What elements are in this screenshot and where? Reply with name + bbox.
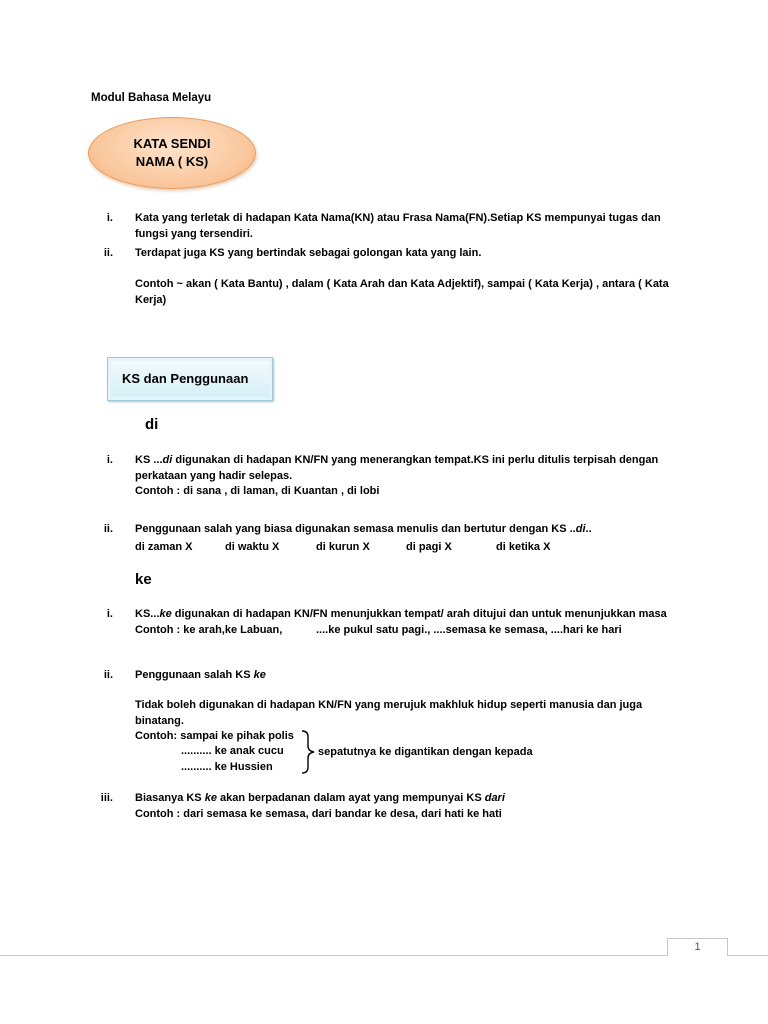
wrong-usage-item: di pagi X (406, 541, 452, 553)
text-line: Tidak boleh digunakan di hadapan KN/FN yang merujuk makhluk hidup seperti manusia dan juga (135, 699, 643, 711)
example-line: Contoh: sampai ke pihak polis (135, 730, 294, 742)
list-item (135, 791, 695, 822)
title-oval (88, 117, 256, 189)
example-line: .......... ke anak cucu (181, 745, 284, 757)
wrong-usage-item: di zaman X (135, 541, 193, 553)
title-line-2: NAMA ( KS) (135, 154, 209, 169)
text-line: Kerja) (135, 293, 167, 306)
text-line: KS...ke digunakan di hadapan KN/FN menunjukkan tempat/ arah ditujui dan untuk menunjukkan masa (135, 608, 667, 620)
example-line: .......... ke Hussien (181, 761, 273, 773)
list-numeral: i. (106, 454, 113, 466)
text-line: Contoh ~ akan ( Kata Bantu) , dalam ( Kata Arah dan Kata Adjektif), sampai ( Kata Kerja) , antara ( Kata (135, 278, 669, 290)
usage-heading-box (107, 357, 273, 401)
curly-brace-icon (298, 729, 318, 775)
section-heading-di: di (145, 416, 159, 433)
wrong-usage-item: di ketika X (496, 541, 551, 553)
footer-divider (0, 955, 768, 956)
section-heading-ke: ke (135, 571, 152, 588)
page-number: 1 (667, 938, 728, 956)
list-numeral: ii. (103, 523, 113, 535)
text-line: Contoh : ke arah,ke Labuan, ....ke pukul satu pagi., ....semasa ke semasa, ....hari ke hari (135, 623, 622, 636)
text-line: binatang. (135, 714, 184, 727)
list-numeral: ii. (103, 247, 113, 259)
list-item (135, 522, 695, 538)
list-item-title: Penggunaan salah KS ke (135, 669, 266, 681)
text-line: Biasanya KS ke akan berpadanan dalam ayat yang mempunyai KS dari (135, 792, 505, 804)
text-line: Contoh : dari semasa ke semasa, dari bandar ke desa, dari hati ke hati (135, 807, 502, 820)
text-line: KS ...di digunakan di hadapan KN/FN yang menerangkan tempat.KS ini perlu ditulis terpisah dengan (135, 454, 659, 466)
intro-example (135, 277, 695, 308)
text-line: fungsi yang tersendiri. (135, 227, 253, 240)
text-line: perkataan yang hadir selepas. (135, 469, 293, 482)
list-item (135, 453, 695, 500)
list-item (135, 607, 695, 638)
list-numeral: i. (106, 608, 113, 620)
list-numeral: iii. (100, 792, 113, 804)
list-numeral: i. (106, 212, 113, 224)
text-line: Kata yang terletak di hadapan Kata Nama(KN) atau Frasa Nama(FN).Setiap KS mempunyai tugas dan (135, 212, 661, 224)
list-numeral: ii. (103, 669, 113, 681)
list-item-description (135, 698, 695, 729)
usage-heading-label: KS dan Penggunaan (122, 371, 249, 387)
list-item (135, 211, 695, 242)
text-line: Penggunaan salah yang biasa digunakan semasa menulis dan bertutur dengan KS ..di.. (135, 523, 592, 535)
text-line: Contoh : di sana , di laman, di Kuantan , di lobi (135, 485, 380, 497)
list-item: Terdapat juga KS yang bertindak sebagai golongan kata yang lain. (135, 247, 482, 259)
wrong-usage-item: di waktu X (225, 541, 280, 553)
title-line-1: KATA SENDI (133, 136, 211, 151)
wrong-usage-item: di kurun X (316, 541, 370, 553)
replacement-note: sepatutnya ke digantikan dengan kepada (318, 746, 533, 758)
document-header: Modul Bahasa Melayu (91, 92, 212, 104)
